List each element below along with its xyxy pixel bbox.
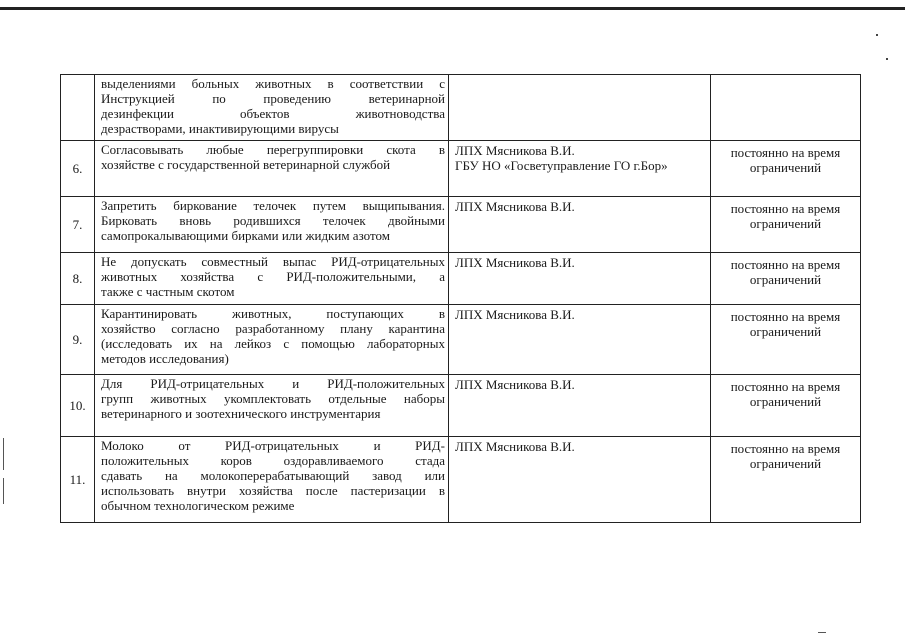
term-cell: [711, 141, 861, 197]
left-edge-mark: [3, 478, 4, 504]
action-cell: [95, 375, 449, 437]
action-text-line: положительных коров оздоравливаемого стада: [101, 453, 445, 468]
term-text-line: постоянно на время: [730, 441, 841, 456]
measures-table: [60, 74, 861, 523]
term-text-line: постоянно на время: [730, 201, 841, 216]
row-number: 6.: [61, 141, 95, 197]
responsible-text-line: ЛПХ Мясникова В.И.: [455, 255, 575, 270]
term-text-line: ограничений: [749, 160, 822, 175]
action-text-line: использовать внутри хозяйства после пастеризации в: [101, 483, 445, 498]
term-text-line: ограничений: [749, 394, 822, 409]
term-text-line: постоянно на время: [730, 257, 841, 272]
responsible-text-line: ГБУ НО «Госветуправление ГО г.Бор»: [455, 158, 668, 173]
action-text-line: Бирковать вновь родившихся телочек двойными: [101, 213, 445, 228]
responsible-text-line: ЛПХ Мясникова В.И.: [455, 143, 575, 158]
row-number: 7.: [61, 197, 95, 253]
scan-artifact: [876, 34, 878, 36]
action-text-line: выделениями больных животных в соответствии с: [101, 76, 445, 91]
table-row: [61, 375, 861, 437]
action-text-line: Запретить биркование телочек путем выщипывания.: [101, 198, 445, 213]
bottom-edge-mark: [818, 632, 826, 633]
action-cell: [95, 141, 449, 197]
responsible-cell: [449, 75, 711, 141]
responsible-cell: [449, 305, 711, 375]
action-text-line: Для РИД-отрицательных и РИД-положительных: [101, 376, 445, 391]
term-cell: [711, 75, 861, 141]
term-text-line: постоянно на время: [730, 379, 841, 394]
term-cell: [711, 375, 861, 437]
left-edge-mark: [3, 438, 4, 470]
term-text-line: ограничений: [749, 216, 822, 231]
term-text-line: постоянно на время: [730, 145, 841, 160]
scan-artifact: [886, 58, 888, 60]
responsible-cell: [449, 375, 711, 437]
term-text-line: ограничений: [749, 324, 822, 339]
action-text-line: Согласовывать любые перегруппировки скота в: [101, 142, 445, 157]
term-cell: [711, 197, 861, 253]
action-text-line: самопрокалывающими бирками или жидким азотом: [101, 228, 390, 243]
row-number: 10.: [61, 375, 95, 437]
row-number: 8.: [61, 253, 95, 305]
action-cell: [95, 253, 449, 305]
term-cell: [711, 305, 861, 375]
table-row: [61, 253, 861, 305]
responsible-text-line: ЛПХ Мясникова В.И.: [455, 307, 575, 322]
action-text-line: дезрастворами, инактивирующими вирусы: [101, 121, 339, 136]
responsible-cell: [449, 141, 711, 197]
responsible-text-line: ЛПХ Мясникова В.И.: [455, 377, 575, 392]
row-number: [61, 75, 95, 141]
action-text-line: групп животных укомплектовать отдельные наборы: [101, 391, 445, 406]
action-text-line: также с частным скотом: [101, 284, 235, 299]
action-text-line: Инструкцией по проведению ветеринарной: [101, 91, 445, 106]
action-text-line: обычном технологическом режиме: [101, 498, 295, 513]
table-row: [61, 141, 861, 197]
action-cell: [95, 75, 449, 141]
table-row: [61, 197, 861, 253]
action-cell: [95, 197, 449, 253]
action-text-line: хозяйство согласно разработанному плану карантина: [101, 321, 445, 336]
responsible-cell: [449, 197, 711, 253]
action-text-line: (исследовать их на лейкоз с помощью лабораторных: [101, 336, 445, 351]
action-text-line: Карантинировать животных, поступающих в: [101, 306, 445, 321]
table-row: [61, 437, 861, 523]
term-text-line: ограничений: [749, 272, 822, 287]
action-cell: [95, 305, 449, 375]
responsible-cell: [449, 253, 711, 305]
responsible-cell: [449, 437, 711, 523]
row-number: 11.: [61, 437, 95, 523]
top-border-line: [0, 7, 905, 10]
term-text-line: постоянно на время: [730, 309, 841, 324]
action-text-line: сдавать на молокоперерабатывающий завод или: [101, 468, 445, 483]
action-text-line: методов исследования): [101, 351, 229, 366]
responsible-text-line: ЛПХ Мясникова В.И.: [455, 439, 575, 454]
action-text-line: хозяйстве с государственной ветеринарной службой: [101, 157, 391, 172]
term-text-line: ограничений: [749, 456, 822, 471]
action-text-line: дезинфекции объектов животноводства: [101, 106, 445, 121]
term-cell: [711, 253, 861, 305]
row-number: 9.: [61, 305, 95, 375]
table-row: [61, 75, 861, 141]
table-row: [61, 305, 861, 375]
action-text-line: ветеринарного и зоотехнического инструментария: [101, 406, 381, 421]
action-text-line: Не допускать совместный выпас РИД-отрицательных: [101, 254, 445, 269]
action-text-line: животных хозяйства с РИД-положительными, а: [101, 269, 445, 284]
action-text-line: Молоко от РИД-отрицательных и РИД-: [101, 438, 445, 453]
responsible-text-line: ЛПХ Мясникова В.И.: [455, 199, 575, 214]
term-cell: [711, 437, 861, 523]
action-cell: [95, 437, 449, 523]
